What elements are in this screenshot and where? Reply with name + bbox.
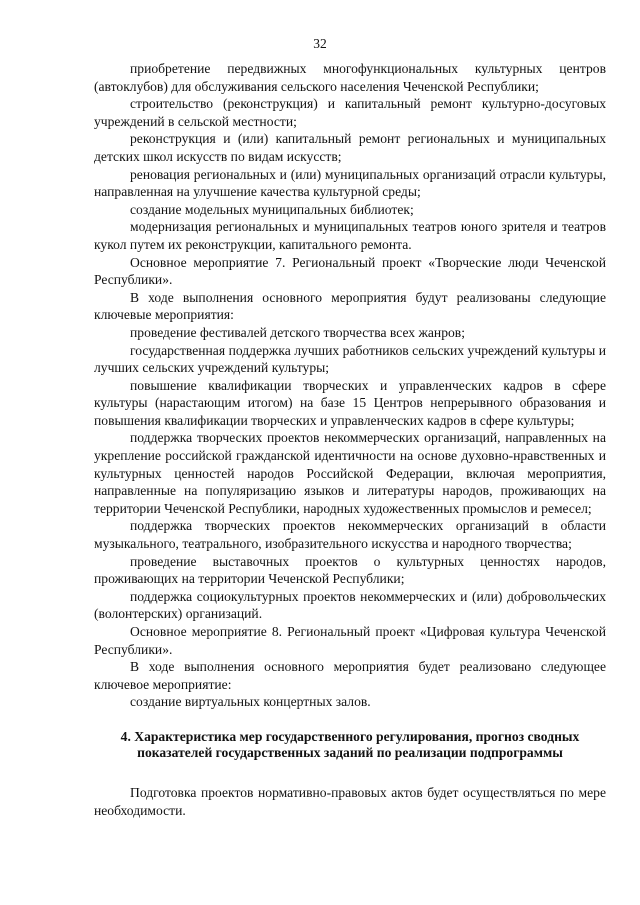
paragraph-renovation: реновация региональных и (или) муниципальных организаций отрасли культуры, направленная на улучшение качества культурной среды;	[94, 166, 606, 200]
paragraph-nko-arts-projects: поддержка творческих проектов некоммерческих организаций в области музыкального, театрального, изобразительного искусства и народного творчества;	[94, 518, 606, 552]
section-heading-line-2: показателей государственных заданий по реализации подпрограммы	[137, 745, 563, 761]
paragraph-sociocultural-projects: поддержка социокультурных проектов некоммерческих и (или) добровольческих (волонтерских) организаций.	[94, 588, 606, 622]
paragraph-mobile-cultural-centers: приобретение передвижных многофункциональных культурных центров (автоклубов) для обслуживания сельского населения Чеченской Республики;	[94, 61, 606, 94]
paragraph-children-festivals: проведение фестивалей детского творчества всех жанров;	[130, 324, 465, 340]
paragraph-exhibitions: проведение выставочных проектов о культурных ценностях народов, проживающих на территории Чеченской Республики;	[94, 553, 606, 587]
paragraph-theatre-modernization: модернизация региональных и муниципальных театров юного зрителя и театров кукол путем их реконструкции, капитального ремонта.	[94, 219, 606, 252]
paragraph-art-schools-repair: реконструкция и (или) капитальный ремонт региональных и муниципальных детских школ искусств по видам искусств;	[94, 131, 606, 164]
section-heading	[94, 729, 606, 762]
paragraph-activity-8-intro: В ходе выполнения основного мероприятия будет реализовано следующее ключевое мероприятие:	[94, 659, 606, 692]
paragraph-activity-7-intro: В ходе выполнения основного мероприятия будут реализованы следующие ключевые мероприятия:	[94, 289, 606, 323]
document-body	[94, 60, 606, 819]
paragraph-virtual-concert-halls: создание виртуальных концертных залов.	[130, 694, 371, 710]
paragraph-nko-identity-projects: поддержка творческих проектов некоммерческих организаций, направленных на укрепление российской гражданской идентичности на основе духовно-нравственных и культурных ценностей народов Российской Федерации, включая мероприятия, направленные на популяризацию языков и литературы народов, проживающих на территории Чеченской Республики, народных художественных промыслов и ремесел;	[94, 430, 606, 516]
section-heading-line-1: 4. Характеристика мер государственного регулирования, прогноз сводных	[120, 728, 580, 744]
paragraph-rural-workers-support: государственная поддержка лучших работников сельских учреждений культуры и лучших сельских учреждений культуры;	[94, 342, 606, 376]
paragraph-model-libraries: создание модельных муниципальных библиотек;	[130, 201, 414, 217]
paragraph-rural-construction: строительство (реконструкция) и капитальный ремонт культурно-досуговых учреждений в сельской местности;	[94, 96, 606, 129]
paragraph-activity-7: Основное мероприятие 7. Региональный проект «Творческие люди Чеченской Республики».	[94, 254, 606, 288]
paragraph-closing: Подготовка проектов нормативно-правовых актов будет осуществляться по мере необходимости.	[94, 784, 606, 818]
page-number: 32	[313, 36, 327, 51]
paragraph-qualification: повышение квалификации творческих и управленческих кадров в сфере культуры (нарастающим итогом) на базе 15 Центров непрерывного образования и повышения квалификации творческих и управленческих кадров в сфере культуры;	[94, 377, 606, 428]
paragraph-activity-8: Основное мероприятие 8. Региональный проект «Цифровая культура Чеченской Республики».	[94, 624, 606, 657]
